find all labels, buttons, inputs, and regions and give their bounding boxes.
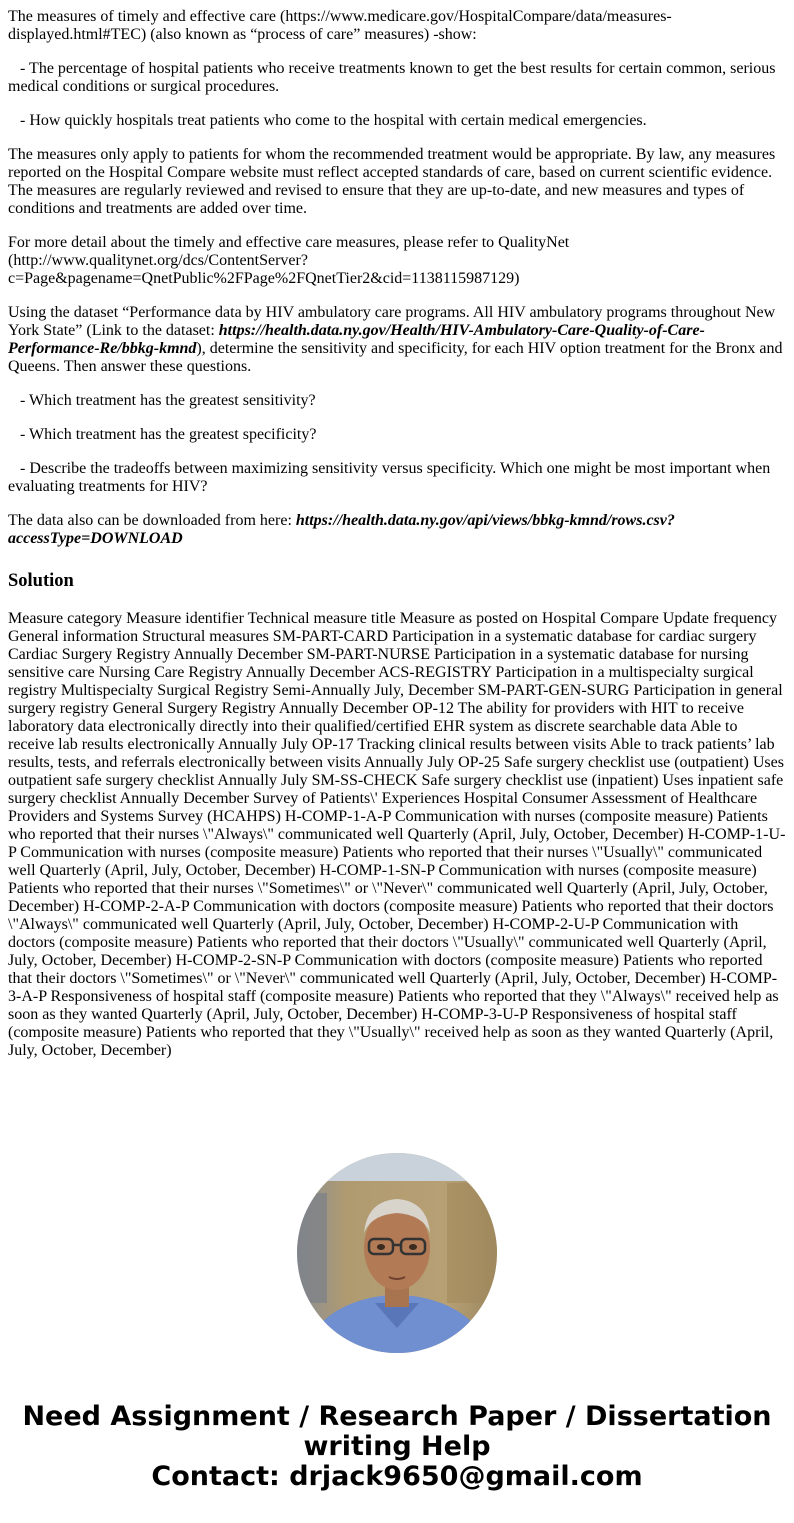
- question-specificity: - Which treatment has the greatest specificity?: [20, 426, 317, 443]
- author-photo: [297, 1153, 497, 1353]
- question-tradeoffs: - Describe the tradeoffs between maximizing sensitivity versus specificity. Which one might be most important when evaluating treatments for HIV?: [8, 460, 771, 495]
- intro-paragraph: The measures of timely and effective care (https://www.medicare.gov/HospitalCompare/data/measures-displayed.html#TEC) (also known as “process of care” measures) -show:: [8, 8, 672, 43]
- dataset-text-before: Using the dataset “Performance data by HIV ambulatory care programs. All HIV ambulatory programs throughout New York State” (Link to the dataset:: [8, 304, 776, 339]
- measures-paragraph: The measures only apply to patients for whom the recommended treatment would be appropriate. By law, any measures reported on the Hospital Compare website must reflect accepted standards of care, based on current scientific evidence. The measures are regularly reviewed and revised to ensure that they are up-to-date, and new measures and types of conditions and treatments are added over time.: [8, 146, 776, 217]
- download-link[interactable]: https://health.data.ny.gov/api/views/bbkg-kmnd/rows.csv?accessType=DOWNLOAD: [8, 512, 675, 547]
- question-content: [8, 8, 786, 1060]
- solution-heading: Solution: [8, 571, 74, 591]
- download-text: The data also can be downloaded from here:: [8, 512, 296, 529]
- bullet-emergencies: - How quickly hospitals treat patients who come to the hospital with certain medical emergencies.: [20, 112, 647, 129]
- dataset-paragraph: [8, 304, 786, 376]
- dataset-text-after: ), determine the sensitivity and specificity, for each HIV option treatment for the Bronx and Queens. Then answer these questions.: [8, 340, 783, 375]
- banner-contact-email: Contact: drjack9650@gmail.com: [151, 1461, 643, 1492]
- bullet-best-results: - The percentage of hospital patients who receive treatments known to get the best results for certain common, serious medical conditions or surgical procedures.: [8, 60, 776, 95]
- solution-text: Measure category Measure identifier Technical measure title Measure as posted on Hospital Compare Update frequency General information Structural measures SM-PART-CARD Participation in a systematic database for cardiac surgery Cardiac Surgery Registry Annually December SM-PART-NURSE Participation in a systematic database for nursing sensitive care Nursing Care Registry Annually December ACS-REGISTRY Participation in a multispecialty surgical registry Multispecialty Surgical Registry Semi-Annually July, December SM-PART-GEN-SURG Participation in general surgery registry General Surgery Registry Annually December OP-12 The ability for providers with HIT to receive laboratory data electronically directly into their qualified/certified EHR system as discrete searchable data Able to receive lab results electronically Annually July OP-17 Tracking clinical results between visits Able to track patients’ lab results, tests, and referrals electronically between visits Annually July OP-25 Safe surgery checklist use (outpatient) Uses outpatient safe surgery checklist Annually July SM-SS-CHECK Safe surgery checklist use (inpatient) Uses inpatient safe surgery checklist Annually December Survey of Patients\' Experiences Hospital Consumer Assessment of Healthcare Providers and Systems Survey (HCAHPS) H-COMP-1-A-P Communication with nurses (composite measure) Patients who reported that their nurses \"Always\" communicated well Quarterly (April, July, October, December) H-COMP-1-U-P Communication with nurses (composite measure) Patients who reported that their nurses \"Usually\" communicated well Quarterly (April, July, October, December) H-COMP-1-SN-P Communication with nurses (composite measure) Patients who reported that their nurses \"Sometimes\" or \"Never\" communicated well Quarterly (April, July, October, December) H-COMP-2-A-P Communication with doctors (composite measure) Patients who reported that their doctors \"Always\" communicated well Quarterly (April, July, October, December) H-COMP-2-U-P Communication with doctors (composite measure) Patients who reported that their doctors \"Usually\" communicated well Quarterly (April, July, October, December) H-COMP-2-SN-P Communication with doctors (composite measure) Patients who reported that their doctors \"Sometimes\" or \"Never\" communicated well Quarterly (April, July, October, December) H-COMP-3-A-P Responsiveness of hospital staff (composite measure) Patients who reported that they \"Always\" received help as soon as they wanted Quarterly (April, July, October, December) H-COMP-3-U-P Responsiveness of hospital staff (composite measure) Patients who reported that they \"Usually\" received help as soon as they wanted Quarterly (April, July, October, December): [8, 610, 786, 1059]
- contact-banner: [0, 1402, 794, 1492]
- author-avatar: [297, 1153, 497, 1353]
- banner-line-1: Need Assignment / Research Paper / Dissertation: [22, 1401, 772, 1432]
- download-paragraph: [8, 512, 786, 548]
- question-sensitivity: - Which treatment has the greatest sensitivity?: [20, 392, 316, 409]
- dataset-link[interactable]: https://health.data.ny.gov/Health/HIV-Ambulatory-Care-Quality-of-Care-Performance-Re/bbkg-kmnd: [8, 322, 705, 357]
- qualitynet-paragraph: For more detail about the timely and effective care measures, please refer to QualityNet (http://www.qualitynet.org/dcs/ContentServer?c=Page&pagename=QnetPublic%2FPage%2FQnetTier2&cid=1138115987129): [8, 234, 570, 287]
- banner-line-2: writing Help: [303, 1431, 491, 1462]
